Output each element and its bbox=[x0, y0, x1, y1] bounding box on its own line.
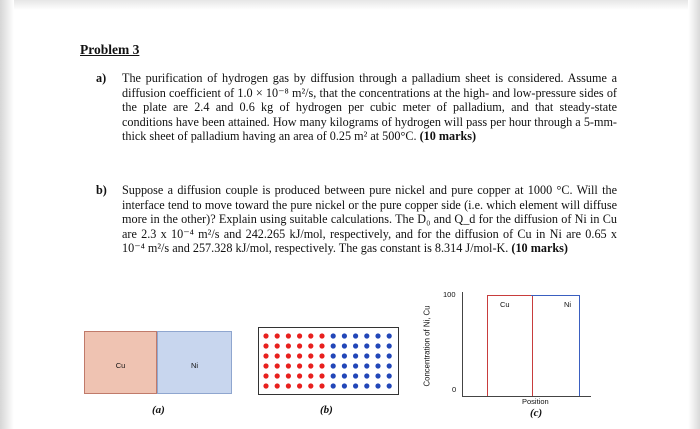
cu-atom bbox=[308, 383, 313, 388]
cu-atom bbox=[297, 353, 302, 358]
ni-atom bbox=[331, 363, 336, 368]
ni-atom bbox=[353, 353, 358, 358]
figure-c-y-axis-label bbox=[420, 296, 434, 396]
figure-a-caption: (a) bbox=[152, 404, 165, 416]
cu-atom bbox=[286, 333, 291, 338]
ni-atom bbox=[342, 373, 347, 378]
cu-atom bbox=[275, 373, 280, 378]
cu-atom bbox=[297, 363, 302, 368]
question-a-text bbox=[122, 71, 617, 144]
cu-atom bbox=[263, 353, 268, 358]
ni-concentration-line bbox=[531, 295, 580, 396]
cu-atom bbox=[308, 353, 313, 358]
ni-atom bbox=[342, 363, 347, 368]
top-shadow bbox=[0, 0, 700, 10]
ni-atom bbox=[353, 333, 358, 338]
question-b-label: b) bbox=[96, 183, 107, 197]
ni-atom bbox=[353, 373, 358, 378]
ni-atom bbox=[342, 333, 347, 338]
cu-atom bbox=[286, 343, 291, 348]
cu-atom bbox=[263, 333, 268, 338]
ni-atom bbox=[331, 353, 336, 358]
cu-atom bbox=[286, 383, 291, 388]
left-shadow bbox=[0, 0, 14, 429]
ni-atom bbox=[364, 353, 369, 358]
ni-atom bbox=[364, 373, 369, 378]
ni-atom bbox=[353, 363, 358, 368]
cu-atom bbox=[275, 333, 280, 338]
cu-atom bbox=[275, 363, 280, 368]
question-b-text bbox=[122, 183, 617, 256]
y-tick-max: 100 bbox=[443, 290, 456, 299]
ni-atom bbox=[331, 333, 336, 338]
ni-atom bbox=[387, 373, 392, 378]
y-tick-min: 0 bbox=[452, 385, 457, 394]
ni-atom bbox=[375, 353, 380, 358]
cu-atom bbox=[319, 343, 324, 348]
figure-b-caption: (b) bbox=[320, 404, 333, 416]
ni-atom bbox=[375, 343, 380, 348]
cu-atom bbox=[275, 353, 280, 358]
ni-atom bbox=[364, 343, 369, 348]
ni-atom bbox=[364, 383, 369, 388]
cu-atom bbox=[308, 333, 313, 338]
ni-atom bbox=[342, 353, 347, 358]
question-a-label: a) bbox=[96, 71, 107, 85]
cu-atom bbox=[319, 373, 324, 378]
ni-atom bbox=[375, 333, 380, 338]
cu-atom bbox=[308, 343, 313, 348]
cu-atom bbox=[319, 353, 324, 358]
question-b-marks: (10 marks) bbox=[511, 241, 568, 256]
cu-atom bbox=[263, 343, 268, 348]
cu-atom bbox=[263, 363, 268, 368]
cu-atom bbox=[297, 343, 302, 348]
cu-atom bbox=[286, 373, 291, 378]
ni-atom bbox=[331, 383, 336, 388]
ni-atom bbox=[364, 363, 369, 368]
ni-atom bbox=[353, 343, 358, 348]
ni-atom bbox=[387, 383, 392, 388]
ni-atom bbox=[331, 343, 336, 348]
cu-atom bbox=[308, 373, 313, 378]
y-axis-title: Concentration of Ni, Cu bbox=[422, 305, 432, 387]
cu-atom bbox=[297, 333, 302, 338]
ni-block bbox=[157, 331, 232, 394]
figure-b-atoms bbox=[258, 327, 399, 395]
figure-c-caption: (c) bbox=[530, 407, 543, 419]
cu-block bbox=[84, 331, 157, 394]
cu-atom bbox=[263, 383, 268, 388]
cu-atom bbox=[286, 353, 291, 358]
cu-atom bbox=[275, 343, 280, 348]
ni-atom bbox=[342, 383, 347, 388]
x-axis-label: Position bbox=[522, 397, 549, 406]
cu-atom bbox=[297, 383, 302, 388]
ni-atom bbox=[364, 333, 369, 338]
cu-plot-label: Cu bbox=[500, 300, 510, 309]
problem-title: Problem 3 bbox=[80, 42, 140, 57]
cu-atom bbox=[319, 383, 324, 388]
ni-atom bbox=[331, 373, 336, 378]
cu-atom bbox=[308, 363, 313, 368]
ni-atom bbox=[375, 363, 380, 368]
ni-atom bbox=[375, 383, 380, 388]
right-shadow bbox=[688, 0, 700, 429]
ni-atom bbox=[342, 343, 347, 348]
cu-atom bbox=[275, 383, 280, 388]
ni-atom bbox=[353, 383, 358, 388]
cu-concentration-line bbox=[487, 295, 533, 396]
cu-atom bbox=[297, 373, 302, 378]
ni-atom bbox=[387, 363, 392, 368]
cu-atom bbox=[286, 363, 291, 368]
question-a-marks: (10 marks) bbox=[419, 129, 477, 144]
ni-atom bbox=[375, 373, 380, 378]
ni-atom bbox=[387, 353, 392, 358]
question-b-body: Suppose a diffusion couple is produced between pure nickel and pure copper at 1000 °C. Will the interface tend to move toward the pure nickel or the pure copper side (i.e. which element will diffuse more in the other)? Explain using suitable calculations. The D₀ and Q_d for the diffusion of Ni in Cu are 2.3 x 10⁻⁴ m²/s and 242.265 kJ/mol, respectively, and for the diffusion of Cu in Ni are 0.65 x 10⁻⁴ m²/s and 257.328 kJ/mol, respectively. The gas constant is 8.314 J/mol-K. bbox=[122, 183, 617, 256]
ni-block-label: Ni bbox=[190, 361, 199, 370]
cu-block-label: Cu bbox=[115, 361, 126, 370]
question-a-body: The purification of hydrogen gas by diffusion through a palladium sheet is considered. Assume a diffusion coefficient of 1.0 × 10⁻⁸ m²/s, that the concentrations at the high- and low-pressure sides of the plate are 2.4 and 0.6 kg of hydrogen per cubic meter of palladium, and that steady-state conditions have been attained. How many kilograms of hydrogen will pass per hour through a 5-mm-thick sheet of palladium having an area of 0.25 m² at 500°C. bbox=[122, 71, 617, 144]
cu-atom bbox=[319, 363, 324, 368]
ni-plot-label: Ni bbox=[564, 300, 572, 309]
ni-atom bbox=[387, 333, 392, 338]
cu-atom bbox=[263, 373, 268, 378]
cu-atom bbox=[319, 333, 324, 338]
ni-atom bbox=[387, 343, 392, 348]
